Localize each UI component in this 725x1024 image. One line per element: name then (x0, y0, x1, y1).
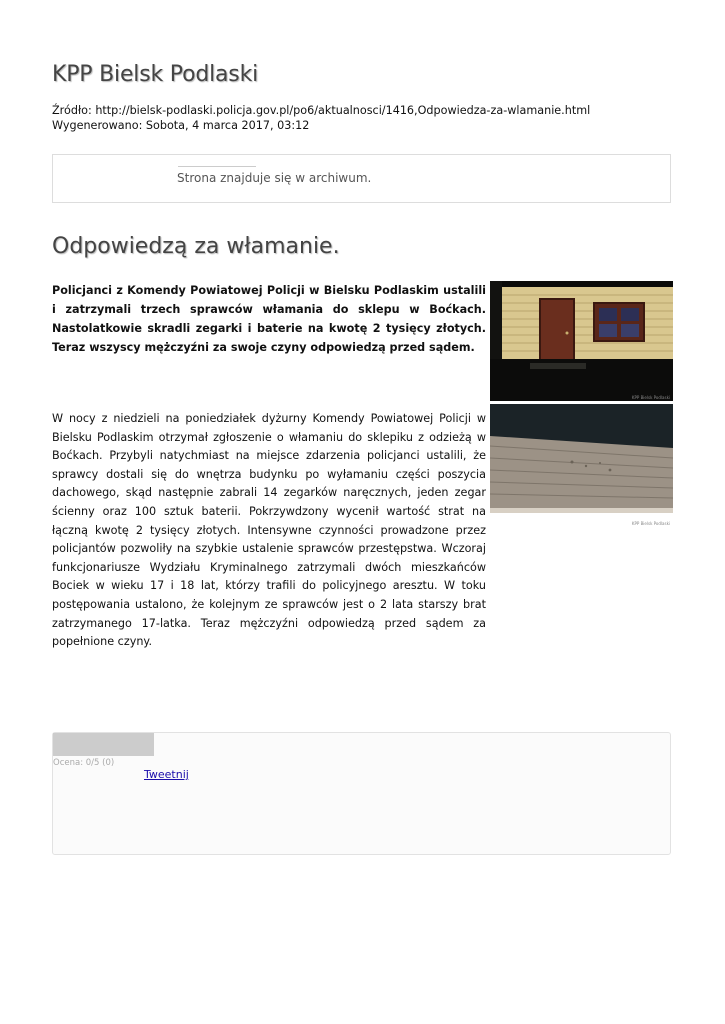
archive-notice (52, 154, 671, 203)
source-url: Źródło: http://bielsk-podlaski.policja.gov.pl/po6/aktualnosci/1416,Odpowiedza-za-wlamanie.html (52, 104, 591, 117)
rating-text: Ocena: 0/5 (0) (53, 758, 115, 768)
article-title: Odpowiedzą za włamanie. (52, 234, 340, 259)
photo-watermark: KPP Bielsk Podlaski (631, 395, 670, 400)
photo-watermark: KPP Bielsk Podlaski (631, 521, 670, 526)
rating-panel (52, 732, 671, 855)
article-lead: Policjanci z Komendy Powiatowej Policji w Bielsku Podlaskim ustalili i zatrzymali trzech sprawców włamania do sklepu w Boćkach. Nastolatkowie skradli zegarki i baterie na kwotę 2 tysięcy złotych. Teraz wszyscy mężczyźni za swoje czyny odpowiedzą przed sądem. (52, 284, 486, 354)
tweet-link[interactable]: Tweetnij (144, 768, 189, 781)
photo-shop-building[interactable] (490, 281, 673, 401)
archive-divider (178, 166, 256, 167)
site-title: KPP Bielsk Podlaski (52, 62, 259, 87)
archive-text: Strona znajduje się w archiwum. (177, 171, 372, 185)
shop-building-image (490, 281, 673, 401)
photo-damaged-roof[interactable] (490, 404, 673, 527)
rating-stars[interactable] (53, 733, 154, 756)
article-body: W nocy z niedzieli na poniedziałek dyżurny Komendy Powiatowej Policji w Bielsku Podlaskim otrzymał zgłoszenie o włamaniu do sklepiku z odzieżą w Boćkach. Przybyli natychmiast na miejsce zdarzenia policjanci ustalili, że sprawcy dostali się do wnętrza budynku po wyłamaniu części poszycia dachowego, skąd następnie zabrali 14 zegarków naręcznych, jeden zegar ścienny oraz 100 sztuk baterii. Pokrzywdzony wycenił wartość strat na łączną kwotę 2 tysięcy złotych. Intensywne czynności prowadzone przez policjantów pozwoliły na szybkie ustalenie sprawców przestępstwa. Wczoraj funkcjonariusze Wydziału Kryminalnego zatrzymali dwóch mieszkańców Bociek w wieku 17 i 18 lat, którzy trafili do policyjnego aresztu. W toku postępowania ustalono, że kolejnym ze sprawców jest o 2 lata starszy brat zatrzymanego 17-latka. Teraz mężczyźni odpowiedzą przed sądem za popełnione czyny. (52, 412, 486, 649)
generated-date: Wygenerowano: Sobota, 4 marca 2017, 03:12 (52, 119, 310, 132)
damaged-roof-image (490, 404, 673, 527)
